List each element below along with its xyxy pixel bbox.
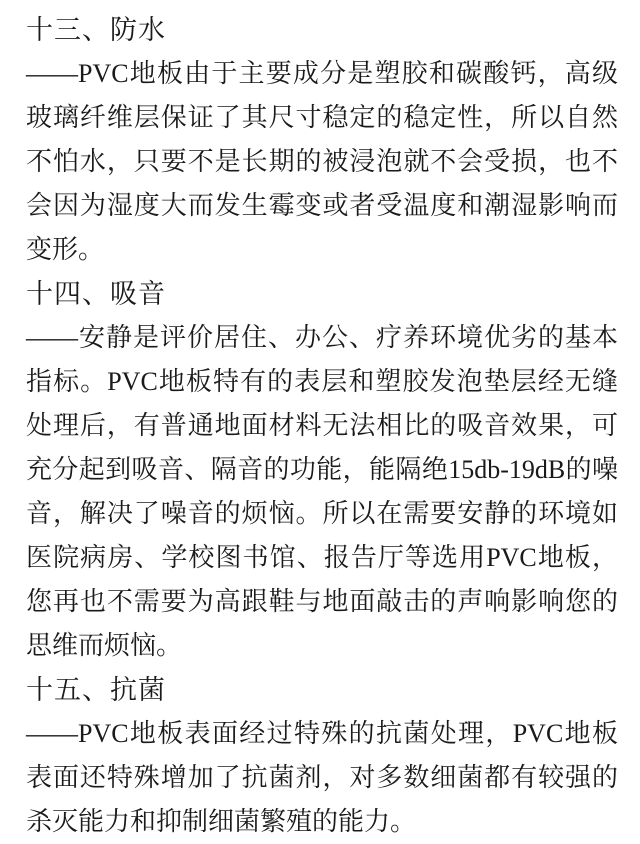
section-body-antibacterial: ――PVC地板表面经过特殊的抗菌处理，PVC地板表面还特殊增加了抗菌剂，对多数细菌都有较强的杀灭能力和抑制细菌繁殖的能力。 <box>26 719 618 836</box>
section-heading-antibacterial: 十五、抗菌 <box>26 675 166 705</box>
section-waterproof <box>26 8 618 272</box>
section-sound-absorption <box>26 272 618 668</box>
section-body-waterproof: ――PVC地板由于主要成分是塑胶和碳酸钙，高级玻璃纤维层保证了其尺寸稳定的稳定性，所以自然不怕水，只要不是长期的被浸泡就不会受损，也不会因为湿度大而发生霉变或者受温度和潮湿影响而变形。 <box>26 59 618 264</box>
section-heading-sound-absorption: 十四、吸音 <box>26 279 166 309</box>
section-antibacterial <box>26 668 618 844</box>
section-body-sound-absorption: ――安静是评价居住、办公、疗养环境优劣的基本指标。PVC地板特有的表层和塑胶发泡垫层经无缝处理后，有普通地面材料无法相比的吸音效果，可充分起到吸音、隔音的功能，能隔绝15db-19dB的噪音，解决了噪音的烦恼。所以在需要安静的环境如医院病房、学校图书馆、报告厅等选用PVC地板，您再也不需要为高跟鞋与地面敲击的声响影响您的思维而烦恼。 <box>26 323 618 660</box>
section-heading-waterproof: 十三、防水 <box>26 15 166 45</box>
